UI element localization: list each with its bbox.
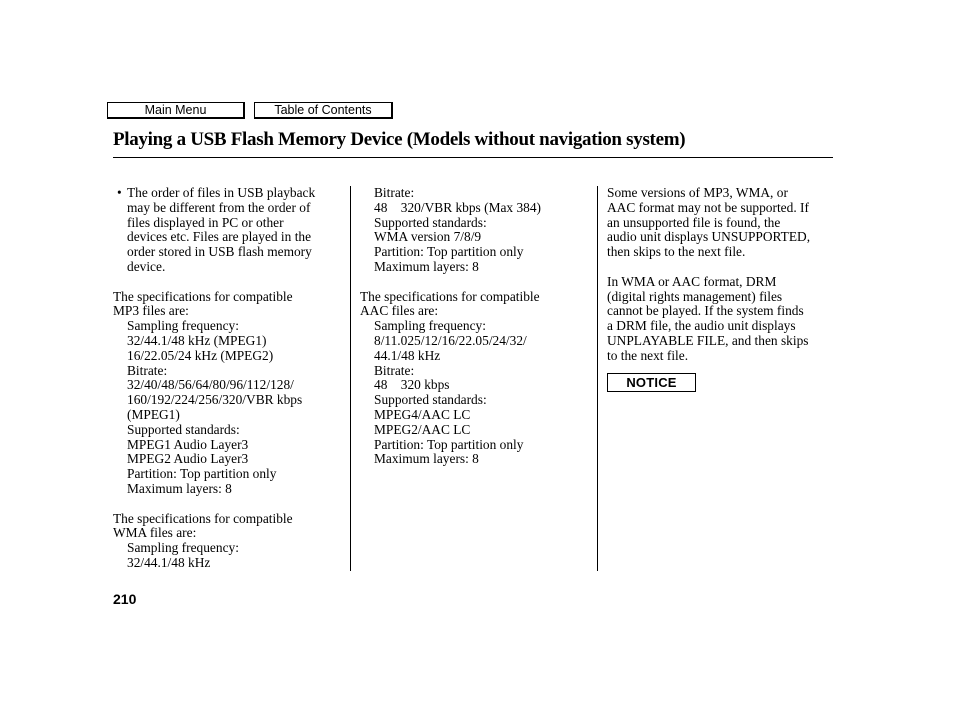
page-title: Playing a USB Flash Memory Device (Models without navigation system)	[113, 129, 686, 150]
spec-line: Supported standards:	[127, 421, 240, 437]
text-line: device.	[127, 258, 166, 274]
wma-spec-list	[113, 541, 343, 571]
spec-line: Maximum layers: 8	[127, 480, 232, 496]
bullet-icon: •	[117, 185, 122, 200]
paragraph-line: a DRM file, the audio unit displays	[607, 318, 796, 334]
paragraph-line: then skips to the next file.	[607, 244, 746, 260]
spec-line: Maximum layers: 8	[374, 451, 479, 467]
notice-link[interactable]: NOTICE	[607, 373, 696, 392]
paragraph-line: AAC format may not be supported. If	[607, 199, 809, 215]
spec-line: WMA version 7/8/9	[374, 229, 482, 245]
spec-line: Sampling frequency:	[127, 318, 239, 334]
mp3-intro-line: MP3 files are:	[113, 303, 189, 319]
paragraph-line: (digital rights management) files	[607, 288, 783, 304]
column-divider-1	[350, 186, 351, 571]
text-line: The order of files in USB playback	[127, 185, 316, 200]
title-rule	[113, 157, 833, 158]
mp3-spec-list	[113, 319, 343, 497]
main-menu-button[interactable]: Main Menu	[107, 102, 245, 119]
spec-line: Sampling frequency:	[127, 540, 239, 556]
spec-line: Sampling frequency:	[374, 318, 486, 334]
text-line: files displayed in PC or other	[127, 214, 284, 230]
spec-line: 32/44.1/48 kHz (MPEG1)	[127, 332, 267, 348]
paragraph-line: to the next file.	[607, 347, 689, 363]
wma-intro-line: WMA files are:	[113, 525, 197, 541]
aac-intro-line: The specifications for compatible	[360, 288, 540, 304]
spec-line: 32/44.1/48 kHz	[127, 554, 211, 570]
spec-line: 48 320/VBR kbps (Max 384)	[374, 199, 542, 215]
spec-line: Maximum layers: 8	[374, 258, 479, 274]
wma-spec-list-continued	[360, 186, 585, 275]
spec-line: Bitrate:	[374, 185, 415, 200]
aac-intro-line: AAC files are:	[360, 303, 439, 319]
text-line: may be different from the order of	[127, 199, 311, 215]
paragraph-line: cannot be played. If the system finds	[607, 303, 804, 319]
column-2	[360, 186, 585, 467]
page-number: 210	[113, 591, 137, 607]
spec-line: Partition: Top partition only	[374, 436, 524, 452]
paragraph-line: audio unit displays UNSUPPORTED,	[607, 229, 811, 245]
column-3	[607, 186, 837, 392]
table-of-contents-button[interactable]: Table of Contents	[254, 102, 393, 119]
column-1	[113, 186, 343, 571]
spec-line: MPEG2 Audio Layer3	[127, 451, 249, 467]
bullet-item	[113, 186, 343, 275]
wma-intro-line: The specifications for compatible	[113, 510, 293, 526]
paragraph-line: an unsupported file is found, the	[607, 214, 781, 230]
spec-line: Supported standards:	[374, 214, 487, 230]
spec-line: 44.1/48 kHz	[374, 347, 441, 363]
spec-line: 16/22.05/24 kHz (MPEG2)	[127, 347, 274, 363]
spec-line: Supported standards:	[374, 392, 487, 408]
paragraph-line: UNPLAYABLE FILE, and then skips	[607, 332, 809, 348]
spec-line: MPEG2/AAC LC	[374, 421, 471, 437]
text-line: devices etc. Files are played in the	[127, 229, 312, 245]
paragraph-line: In WMA or AAC format, DRM	[607, 273, 777, 289]
spec-line: 32/40/48/56/64/80/96/112/128/	[127, 377, 294, 393]
spec-line: Bitrate:	[374, 362, 415, 378]
mp3-intro-line: The specifications for compatible	[113, 288, 293, 304]
column-divider-2	[597, 186, 598, 571]
aac-spec-list	[360, 319, 585, 467]
text-line: order stored in USB flash memory	[127, 244, 312, 260]
spec-line: 8/11.025/12/16/22.05/24/32/	[374, 332, 527, 348]
spec-line: 48 320 kbps	[374, 377, 450, 393]
spec-line: 160/192/224/256/320/VBR kbps	[127, 392, 303, 408]
spec-line: Partition: Top partition only	[127, 466, 277, 482]
spec-line: MPEG1 Audio Layer3	[127, 436, 249, 452]
spec-line: Partition: Top partition only	[374, 244, 524, 260]
spec-line: (MPEG1)	[127, 406, 180, 422]
spec-line: Bitrate:	[127, 362, 168, 378]
paragraph-line: Some versions of MP3, WMA, or	[607, 185, 788, 200]
spec-line: MPEG4/AAC LC	[374, 406, 471, 422]
